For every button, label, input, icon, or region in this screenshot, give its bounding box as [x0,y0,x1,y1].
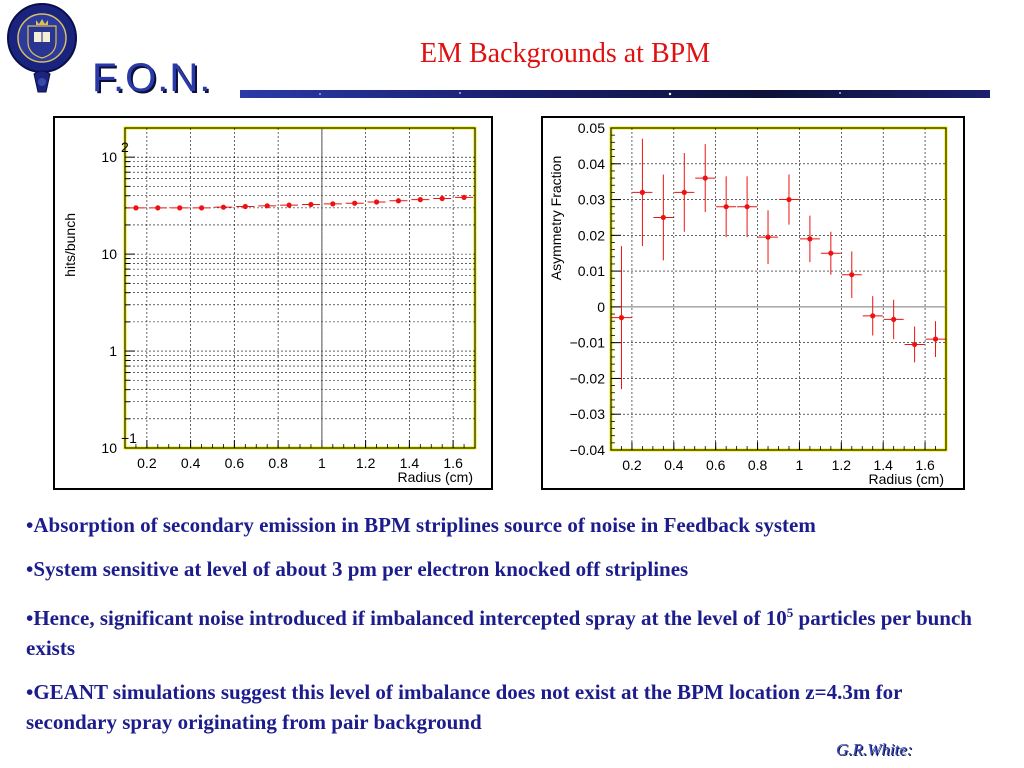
data-point [374,199,379,204]
data-point [133,205,138,210]
bullet-list [26,510,976,751]
x-tick-label: 0.6 [705,457,726,473]
data-point [661,215,666,220]
data-point [765,235,770,240]
fon-logo-text: F.O.N. [92,56,212,100]
x-tick-label: 1.4 [873,457,893,473]
data-point [155,205,160,210]
plot-area-frame [611,128,946,450]
slide-title: EM Backgrounds at BPM [420,38,711,69]
x-tick-label: 1.6 [443,455,463,471]
data-point [828,251,833,256]
x-tick-label: 1 [317,455,326,471]
hits-per-bunch-plot [53,116,493,490]
data-point [786,197,791,202]
x-tick-label: 0.8 [747,457,768,473]
bullet-item: •Absorption of secondary emission in BPM striplines source of noise in Feedback system [26,513,816,537]
bullet-item [26,598,976,663]
data-point [243,204,248,209]
x-tick-label: 0.4 [664,457,684,473]
data-point [308,202,313,207]
data-point [286,203,291,208]
y-tick-label: 1 [109,343,117,360]
data-point [199,205,204,210]
y-tick-exponent: −1 [121,430,137,446]
data-point [352,201,357,206]
data-point [396,198,401,203]
author-credit: G.R.White: [836,740,913,759]
y-tick-label: 0.02 [577,227,605,244]
x-tick-label: 1.2 [355,455,376,471]
data-point [891,317,896,322]
asymmetry-fraction-chart [543,118,963,488]
data-point [221,205,226,210]
y-tick-label: 10 [101,440,117,456]
x-tick-label: 1 [795,457,804,473]
data-point [177,205,182,210]
y-tick-label: 0.01 [577,263,605,280]
x-tick-label: 0.8 [268,455,288,471]
y-tick-label: −0.03 [569,406,605,423]
y-tick-label: 0.04 [577,155,605,172]
data-point [461,195,466,200]
data-point [440,196,445,201]
x-tick-label: 1.2 [831,457,852,473]
x-tick-label: 0.2 [137,455,157,471]
y-tick-label: 0.05 [577,120,605,136]
bullet-item: •GEANT simulations suggest this level of imbalance does not exist at the BPM location z=4.3m for secondary spray originating from pair background [26,680,903,734]
x-tick-label: 0.4 [180,455,201,471]
bullet-item: •System sensitive at level of about 3 pm per electron knocked off striplines [26,557,689,581]
data-point [418,197,423,202]
data-point [933,336,938,341]
y-tick-label: 10 [101,246,117,263]
data-point [912,342,917,347]
data-point [849,272,854,277]
x-tick-label: 0.2 [622,457,642,473]
y-tick-label: −0.02 [569,370,605,387]
y-tick-label: 0.03 [577,191,605,208]
y-tick-label: 0 [597,298,605,315]
x-tick-label: 0.6 [224,455,245,471]
plot-area-frame [125,128,475,448]
hits-per-bunch-chart [55,118,491,488]
header-divider [240,89,990,99]
data-point [807,236,812,241]
y-tick-label: 10 [101,149,117,166]
data-point [619,315,624,320]
data-point [330,201,335,206]
asymmetry-fraction-plot [541,116,965,490]
data-point [682,190,687,195]
data-point [744,204,749,209]
y-axis-title: hits/bunch [62,213,78,277]
data-point [703,175,708,180]
oxford-crest-logo [6,2,78,96]
x-axis-title: Radius (cm) [868,471,944,487]
y-axis-title: Asymmetry Fraction [548,155,564,281]
data-point [870,313,875,318]
data-point [265,203,270,208]
bullet-text: •Hence, significant noise introduced if imbalanced intercepted spray at the level of 10 [26,606,787,630]
bullet-superscript: 5 [786,605,794,620]
bullet-text: particles per bunch exists [26,606,972,660]
x-tick-label: 1.4 [399,455,420,471]
data-point [724,204,729,209]
y-tick-label: −0.04 [569,442,605,458]
x-axis-title: Radius (cm) [397,469,473,485]
y-tick-exponent: 2 [121,139,129,156]
y-tick-label: −0.01 [569,334,605,351]
x-tick-label: 1.6 [915,457,935,473]
data-point [640,190,645,195]
